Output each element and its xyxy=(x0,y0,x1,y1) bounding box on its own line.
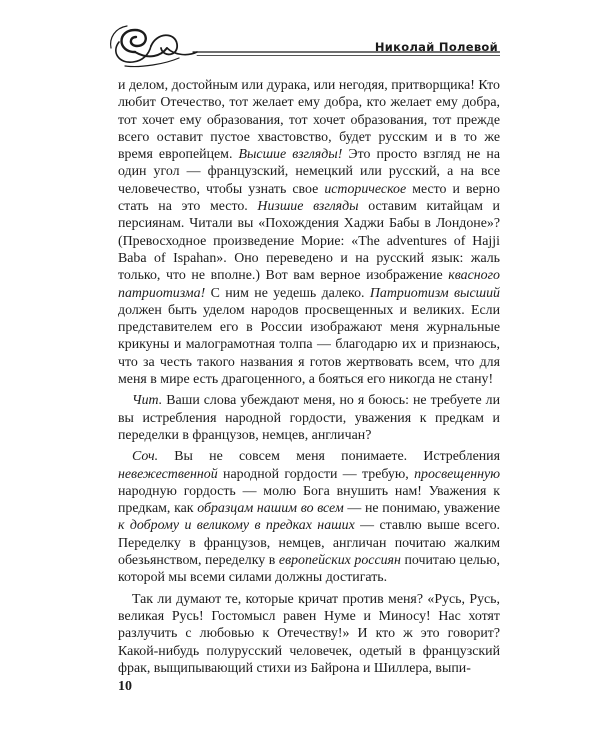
paragraph xyxy=(118,448,500,586)
italic-text: невежественной xyxy=(118,466,218,482)
text-run: народной гордости — требую, xyxy=(217,466,415,482)
italic-text: историческое xyxy=(324,181,407,197)
italic-text: Патриотизм высший xyxy=(369,285,500,301)
text-run: С ним не уедешь далеко. xyxy=(205,285,370,301)
text-run: должен быть уделом народов просвещенных и великих. Если представителем его в России изображают меня журнальные крикуны и малограмотная толпа — благодарю их и признаюсь, что за честь такого названия я готов жертвовать всем, что для меня в мире есть драгоценного, а бояться его никогда не стану! xyxy=(118,302,500,388)
italic-text: квасного патриотизма! xyxy=(118,268,500,301)
text-run: Ваши слова убеждают меня, но я боюсь: не требуете ли вы истребления народной гордости, уважения к предкам и переделки в французов, немцев, англичан? xyxy=(118,393,500,443)
text-run: оставим китайцам и персиянам. Читали вы «Похождения Хаджи Бабы в Лондоне»? (Превосходное произведение Морие: «The adventures of Hajji Baba of Ispahan». Оно переведено и на русский язык: жаль только, что не вполне.) Вот вам верное изображение xyxy=(118,199,500,284)
italic-text: Высшие взгляды! xyxy=(238,147,343,163)
italic-text: европейских россиян xyxy=(278,553,401,569)
paragraph xyxy=(118,392,500,444)
text-run: почитаю целью, которой мы всеми силами должны достигать. xyxy=(118,553,500,586)
italic-text: к доброму и великому в предках наших xyxy=(118,518,355,534)
text-run: место и верно стать на это место. xyxy=(118,181,500,215)
italic-text: Низшие взгляды xyxy=(257,199,359,215)
italic-text: Соч. xyxy=(132,449,159,465)
text-run: Вы не совсем меня понимаете. Истребления xyxy=(158,449,500,465)
italic-text: образцам нашим во всем xyxy=(197,501,344,517)
italic-text: просвещенную xyxy=(414,466,500,482)
page-number: 10 xyxy=(118,679,132,694)
running-header xyxy=(105,22,500,70)
paragraph xyxy=(118,77,500,388)
body-text xyxy=(118,77,500,677)
text-run: Так ли думают те, которые кричат против меня? «Русь, Русь, великая Русь! Гостомысл равен Нуме и Миносу! Нас хотят разлучить с любовью к Отечеству!» И кто ж это говорит? Какой-нибудь полурусский человечек, одетый в французский фрак, выщипывающий стихи из Байрона и Шиллера, выпи- xyxy=(118,591,500,676)
author-name: Николай Полевой xyxy=(374,40,498,54)
text-run: — ставлю выше всего. Переделку в французов, немцев, англичан почитаю жалким обезьянством, переделку в xyxy=(118,518,500,569)
text-run: — не понимаю, уважение xyxy=(343,501,501,517)
italic-text: Чит. xyxy=(132,393,163,409)
text-run: Это просто взгляд не на один угол — французский, немецкий или русский, а на все человечество, чтобы узнать свое xyxy=(118,147,500,197)
paragraph xyxy=(118,591,500,677)
text-run: и делом, достойным или дурака, или негодяя, притворщика! Кто любит Отечество, тот желает ему добра, кто желает ему добра, тот хочет ему образования, тот хочет образования, тот прежде всего оставит пустое хвастовство, будет русским и в то же время европейцем. xyxy=(118,78,500,163)
text-run: народную гордость — молю Бога внушить нам! Уважения к предкам, как xyxy=(118,483,500,517)
